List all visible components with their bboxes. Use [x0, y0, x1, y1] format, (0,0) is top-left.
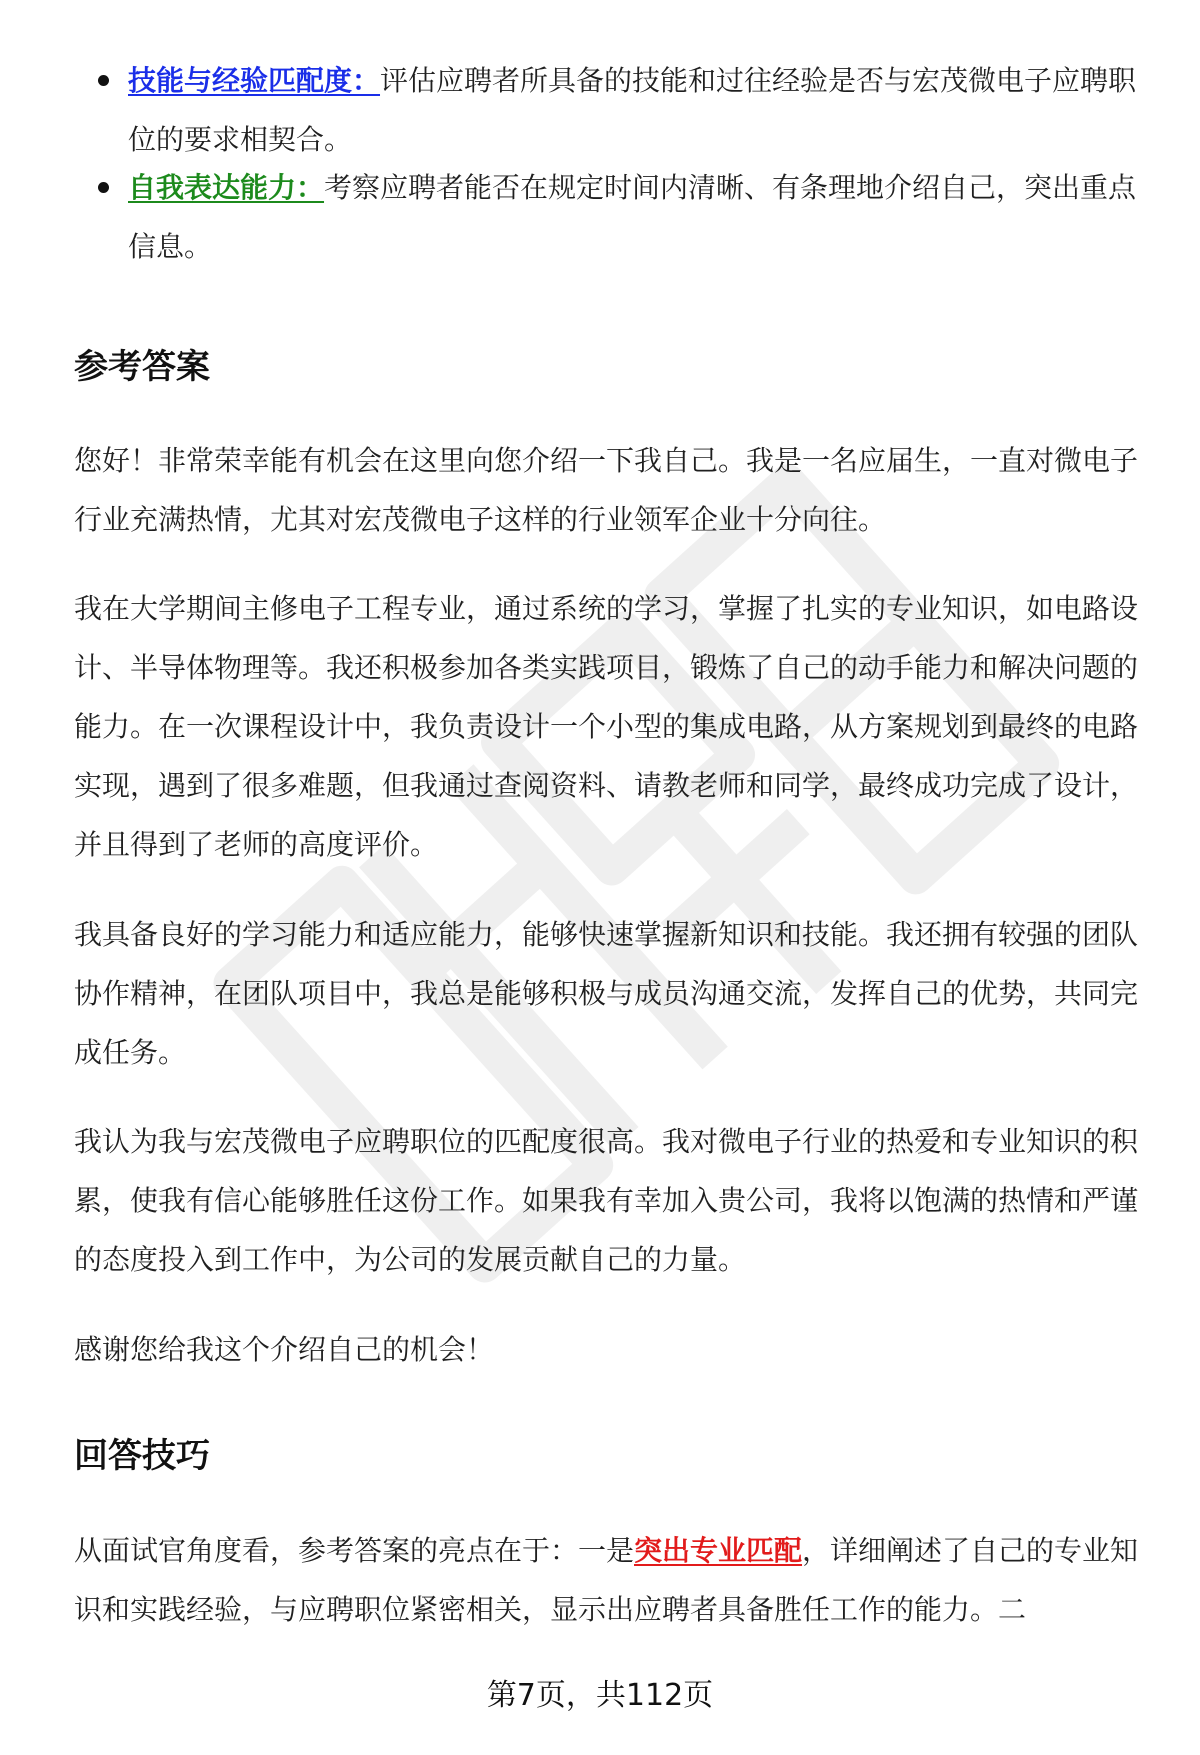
answer-paragraph: 我在大学期间主修电子工程专业，通过系统的学习，掌握了扎实的专业知识，如电路设计、半导体物理等。我还积极参加各类实践项目，锻炼了自己的动手能力和解决问题的能力。在一次课程设计中，我负责设计一个小型的集成电路，从方案规划到最终的电路实现，遇到了很多难题，但我通过查阅资料、请教老师和同学，最终成功完成了设计，并且得到了老师的高度评价。: [74, 592, 1139, 861]
section-heading-answer-tips: 回答技巧: [74, 1436, 210, 1476]
keyword-self-expression: 自我表达能力：: [128, 171, 325, 204]
answer-paragraph: 我认为我与宏茂微电子应聘职位的匹配度很高。我对微电子行业的热爱和专业知识的积累，使我有信心能够胜任这份工作。如果我有幸加入贵公司，我将以饱满的热情和严谨的态度投入到工作中，为公司的发展贡献自己的力量。: [74, 1125, 1139, 1276]
tips-paragraph: [74, 1521, 1144, 1639]
keyword-skill-match: 技能与经验匹配度：: [128, 64, 381, 97]
answer-paragraph: 您好！非常荣幸能有机会在这里向您介绍一下我自己。我是一名应届生，一直对微电子行业充满热情，尤其对宏茂微电子这样的行业领军企业十分向往。: [74, 444, 1139, 536]
answer-paragraph: 我具备良好的学习能力和适应能力，能够快速掌握新知识和技能。我还拥有较强的团队协作精神，在团队项目中，我总是能够积极与成员沟通交流，发挥自己的优势，共同完成任务。: [74, 918, 1139, 1069]
bullet-text: 考察应聘者能否在规定时间内清晰、有条理地介绍自己，突出重点信息。: [128, 171, 1137, 263]
section-heading-reference-answer: 参考答案: [74, 347, 210, 387]
bullet-text: 评估应聘者所具备的技能和过往经验是否与宏茂微电子应聘职位的要求相契合。: [128, 64, 1137, 156]
answer-paragraph: 感谢您给我这个介绍自己的机会！: [74, 1333, 495, 1366]
page-number-footer: 第7页，共112页: [486, 1678, 714, 1713]
tips-text: ，详细阐述了自己的专业知识和实践经验，与应聘职位紧密相关，显示出应聘者具备胜任工作的能力。二: [74, 1534, 1139, 1626]
keyword-professional-match: 突出专业匹配: [634, 1534, 803, 1567]
bullet-dot-icon: [98, 182, 109, 193]
tips-text: 从面试官角度看，参考答案的亮点在于：一是: [74, 1534, 635, 1567]
bullet-item-skill-match: [74, 51, 1144, 169]
bullet-dot-icon: [98, 75, 109, 86]
bullet-item-self-expression: [74, 158, 1144, 276]
